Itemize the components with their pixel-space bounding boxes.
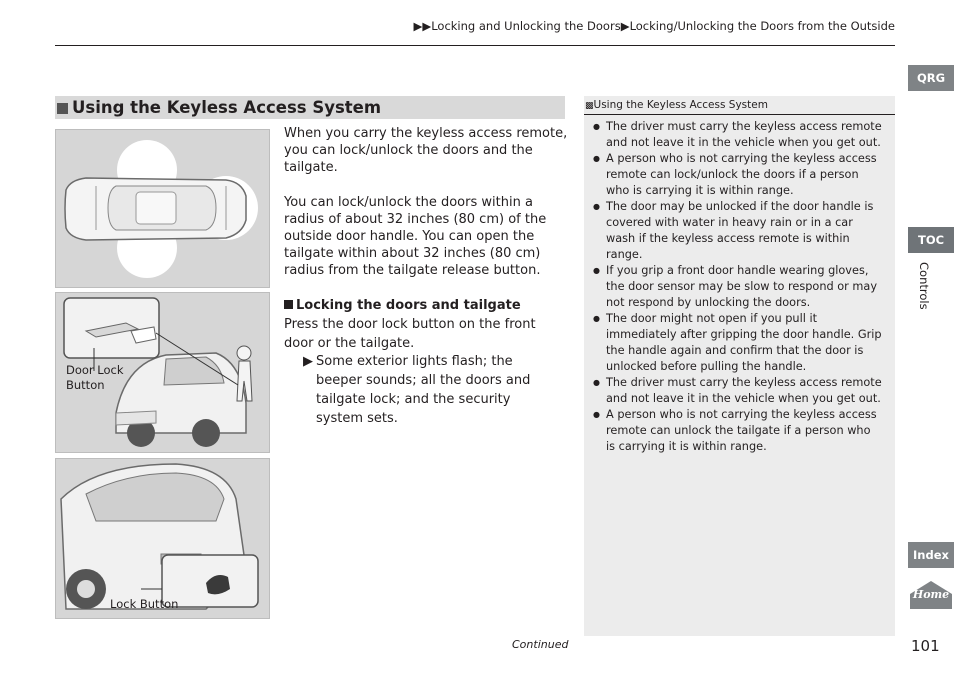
- side-note-item: ● A person who is not carrying the keyless access remote can unlock the tailgate if a person who is carrying it is within range.: [593, 407, 883, 455]
- figure-tailgate-lock-button: [55, 458, 270, 619]
- index-tab-button[interactable]: Index: [908, 542, 954, 568]
- continued-label: Continued: [512, 638, 569, 651]
- header-divider: [55, 45, 895, 46]
- result-arrow-icon: ▶: [303, 354, 313, 369]
- page-number: 101: [911, 637, 940, 655]
- side-note-list: [584, 119, 895, 455]
- home-button[interactable]: [908, 580, 954, 610]
- range-paragraph: You can lock/unlock the doors within a radius of about 32 inches (80 cm) of the outside door handle. You can open the tailgate within about 32 inches (80 cm) radius from the tailgate release button.: [284, 195, 547, 278]
- door-lock-button-label: [66, 363, 124, 393]
- figure-door-lock-button: [55, 292, 270, 453]
- locking-subheading-text: Locking the doors and tailgate: [296, 298, 521, 313]
- section-marker-icon: [57, 103, 68, 114]
- door-lock-label-line1: Door Lock: [66, 363, 124, 377]
- side-note-box: [584, 96, 895, 636]
- chapter-label: Controls: [917, 262, 931, 310]
- intro-paragraph: When you carry the keyless access remote, you can lock/unlock the doors and the tailgate.: [284, 126, 568, 175]
- home-label: Home: [912, 588, 950, 601]
- section-title-bar: [55, 96, 565, 119]
- toc-tab-button[interactable]: TOC: [908, 227, 954, 253]
- side-note-title-text: Using the Keyless Access System: [593, 99, 768, 111]
- lock-button-label: Lock Button: [110, 597, 179, 611]
- door-lock-label-line2: Button: [66, 378, 105, 392]
- section-title: Using the Keyless Access System: [72, 98, 382, 117]
- side-note-marker-icon: ▩: [585, 101, 594, 111]
- breadcrumb-arrow-icon: ▶▶: [413, 19, 432, 33]
- lock-instruction: Press the door lock button on the front door or the tailgate.: [284, 317, 536, 351]
- breadcrumb-link-outside[interactable]: Locking/Unlocking the Doors from the Outside: [629, 19, 895, 33]
- side-note-item: ● A person who is not carrying the keyless access remote can lock/unlock the doors if a person who is carrying it is within range.: [593, 151, 883, 199]
- lock-result-text: Some exterior lights flash; the beeper sounds; all the doors and tailgate lock; and the security system sets.: [316, 354, 531, 426]
- breadcrumb-link-locking[interactable]: Locking and Unlocking the Doors: [431, 19, 621, 33]
- side-note-item: ● The door may be unlocked if the door handle is covered with water in heavy rain or in a car wash if the keyless access remote is within range.: [593, 199, 883, 263]
- side-note-item: ● If you grip a front door handle wearing gloves, the door sensor may be slow to respond or may not respond by unlocking the doors.: [593, 263, 883, 311]
- lock-result: [303, 352, 558, 428]
- side-note-item: ● The driver must carry the keyless access remote and not leave it in the vehicle when you get out.: [593, 119, 883, 151]
- qrg-tab-button[interactable]: QRG: [908, 65, 954, 91]
- tailgate-illustration: [56, 459, 269, 618]
- car-top-view-illustration: [56, 130, 269, 287]
- subheading-marker-icon: [284, 300, 293, 309]
- side-note-title: [584, 96, 895, 115]
- breadcrumb: [414, 19, 896, 33]
- locking-subheading: [284, 297, 568, 314]
- side-note-item: ● The door might not open if you pull it immediately after gripping the door handle. Grip the handle again and confirm that the door is unlocked before pulling the handle.: [593, 311, 883, 375]
- side-note-item: ● The driver must carry the keyless access remote and not leave it in the vehicle when you get out.: [593, 375, 883, 407]
- breadcrumb-arrow-icon: ▶: [620, 19, 630, 33]
- figure-range-top-view: [55, 129, 270, 288]
